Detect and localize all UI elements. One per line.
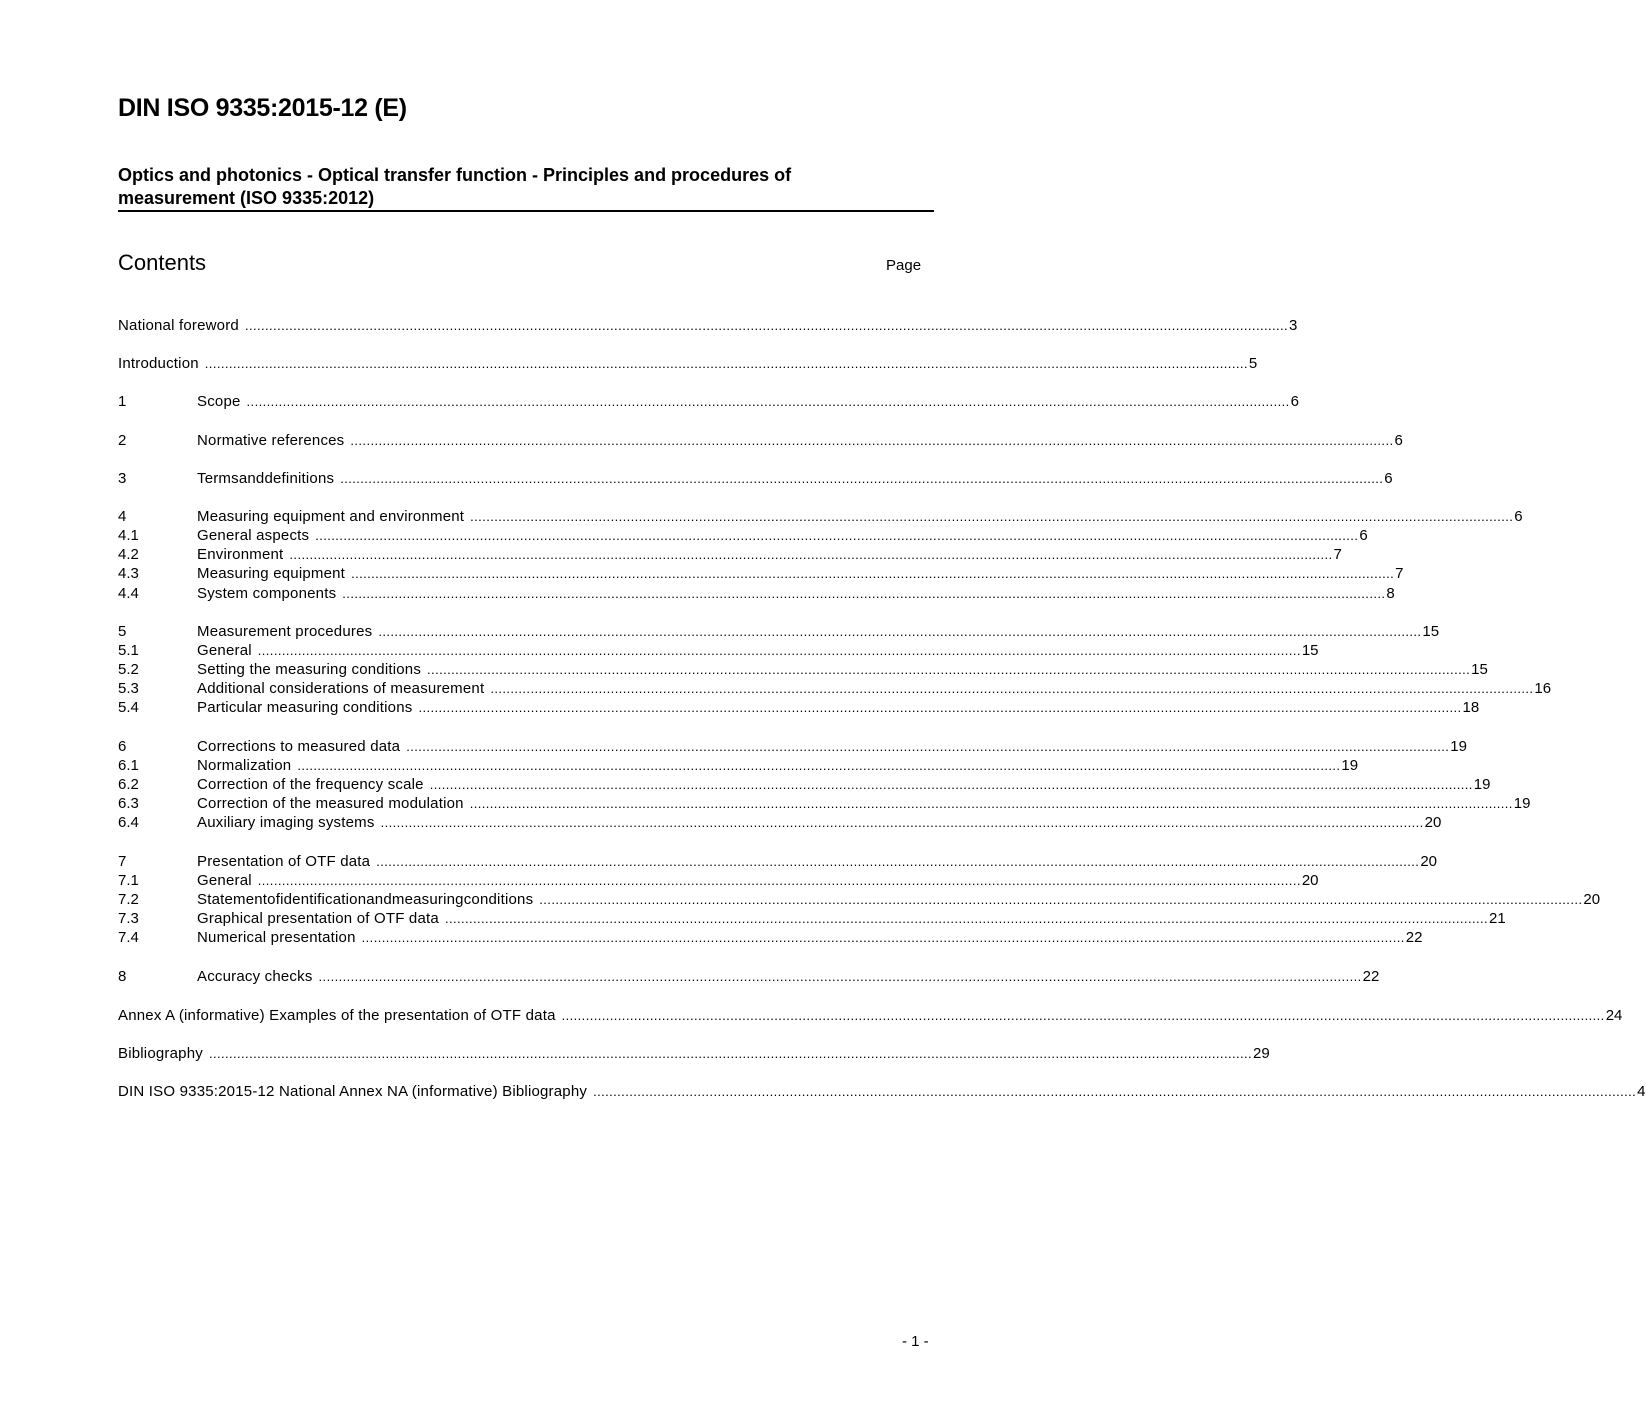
toc-entry-title: System components: [197, 585, 337, 602]
toc-leader-dots: ....................................................................................................................................................................................................................................................................: [257, 873, 1301, 888]
toc-entry-title: Presentation of OTF data: [197, 853, 371, 870]
toc-entry-title: Particular measuring conditions: [197, 699, 413, 716]
toc-leader-dots: ....................................................................................................................................................................................................................................................................: [429, 777, 1473, 792]
toc-leader-dots: ....................................................................................................................................................................................................................................................................: [427, 662, 1471, 677]
toc-entry-number: 4.3: [118, 565, 139, 582]
toc-entry-page: 15: [1301, 642, 1319, 659]
toc-leader-dots: ....................................................................................................................................................................................................................................................................: [376, 854, 1420, 869]
toc-entry-number: 7.4: [118, 929, 139, 946]
toc-entry-number: 4.2: [118, 546, 139, 563]
toc-entry-title: Auxiliary imaging systems: [197, 814, 375, 831]
toc-entry-page: 19: [1473, 776, 1491, 793]
toc-entry[interactable]: [118, 507, 1523, 526]
toc-entry-page: 22: [1362, 968, 1380, 985]
toc-entry-page: 22: [1405, 929, 1423, 946]
document-title-line-1: Optics and photonics - Optical transfer function - Principles and procedures of: [118, 165, 792, 185]
toc-entry-title: Setting the measuring conditions: [197, 661, 422, 678]
toc-leader-dots: ....................................................................................................................................................................................................................................................................: [380, 815, 1424, 830]
toc-entry[interactable]: [118, 1044, 1270, 1063]
toc-entry-title: Bibliography: [118, 1045, 203, 1062]
toc-entry[interactable]: [118, 967, 1380, 986]
toc-entry[interactable]: [118, 890, 1601, 909]
toc-entry-title: Correction of the measured modulation: [197, 795, 464, 812]
toc-entry-number: 4.4: [118, 585, 139, 602]
toc-entry-title: Environment: [197, 546, 284, 563]
toc-entry[interactable]: [118, 775, 1491, 794]
toc-entry-page: 15: [1422, 623, 1440, 640]
toc-entry[interactable]: [118, 909, 1506, 928]
toc-entry-page: 7: [1395, 565, 1404, 582]
toc-entry[interactable]: [118, 813, 1442, 832]
toc-leader-dots: ....................................................................................................................................................................................................................................................................: [318, 969, 1362, 984]
toc-entry-page: 5: [1248, 355, 1258, 372]
toc-leader-dots: ....................................................................................................................................................................................................................................................................: [342, 586, 1386, 601]
toc-entry-title: General: [197, 872, 252, 889]
toc-entry-title: Measuring equipment and environment: [197, 508, 465, 525]
toc-entry-title: Statementofidentificationandmeasuringconditions: [197, 891, 534, 908]
toc-entry-page: 20: [1301, 872, 1319, 889]
toc-entry-title: General aspects: [197, 527, 310, 544]
toc-entry[interactable]: [118, 756, 1359, 775]
toc-leader-dots: ....................................................................................................................................................................................................................................................................: [406, 739, 1450, 754]
toc-leader-dots: ....................................................................................................................................................................................................................................................................: [340, 471, 1384, 486]
toc-entry[interactable]: [118, 564, 1404, 583]
toc-entry[interactable]: [118, 698, 1480, 717]
toc-entry[interactable]: [118, 737, 1467, 756]
toc-entry-number: 5.3: [118, 680, 139, 697]
toc-entry-title: Corrections to measured data: [197, 738, 401, 755]
toc-entry-page: 18: [1462, 699, 1480, 716]
toc-leader-dots: ....................................................................................................................................................................................................................................................................: [490, 681, 1534, 696]
toc-entry[interactable]: [118, 1082, 1646, 1101]
toc-leader-dots: ....................................................................................................................................................................................................................................................................: [593, 1084, 1637, 1099]
document-id: DIN ISO 9335:2015-12 (E): [118, 94, 407, 122]
toc-entry-page: 20: [1583, 891, 1601, 908]
toc-entry-title: Numerical presentation: [197, 929, 356, 946]
toc-leader-dots: ....................................................................................................................................................................................................................................................................: [246, 394, 1290, 409]
toc-entry[interactable]: [118, 871, 1319, 890]
toc-entry-page: 6: [1290, 393, 1299, 410]
toc-entry-number: 6: [118, 738, 127, 755]
title-rule: [118, 210, 934, 212]
toc-entry-page: 4: [1637, 1083, 1646, 1100]
toc-entry-page: 20: [1424, 814, 1442, 831]
toc-leader-dots: ....................................................................................................................................................................................................................................................................: [469, 796, 1513, 811]
page-number: - 1 -: [902, 1333, 929, 1350]
toc-entry-title: Annex A (informative) Examples of the presentation of OTF data: [118, 1007, 556, 1024]
toc-entry-number: 3: [118, 470, 127, 487]
toc-leader-dots: ....................................................................................................................................................................................................................................................................: [244, 318, 1289, 333]
toc-entry-page: 24: [1605, 1007, 1623, 1024]
toc-leader-dots: ....................................................................................................................................................................................................................................................................: [297, 758, 1341, 773]
toc-leader-dots: ....................................................................................................................................................................................................................................................................: [257, 643, 1301, 658]
toc-entry-number: 5.2: [118, 661, 139, 678]
toc-entry-number: 4: [118, 508, 127, 525]
toc-entry-number: 7.1: [118, 872, 139, 889]
toc-entry-title: Graphical presentation of OTF data: [197, 910, 439, 927]
toc-entry-number: 7.2: [118, 891, 139, 908]
toc-entry-title: Termsanddefinitions: [197, 470, 335, 487]
toc-entry[interactable]: [118, 641, 1319, 660]
toc-entry[interactable]: [118, 392, 1299, 411]
toc-leader-dots: ....................................................................................................................................................................................................................................................................: [561, 1008, 1605, 1023]
toc-entry[interactable]: [118, 584, 1395, 603]
toc-entry-number: 6.2: [118, 776, 139, 793]
toc-entry[interactable]: [118, 354, 1258, 373]
toc-leader-dots: ....................................................................................................................................................................................................................................................................: [444, 911, 1489, 926]
toc-entry-page: 20: [1420, 853, 1437, 870]
toc-entry[interactable]: [118, 928, 1423, 947]
toc-entry-page: 8: [1386, 585, 1395, 602]
toc-leader-dots: ....................................................................................................................................................................................................................................................................: [289, 547, 1333, 562]
toc-entry[interactable]: [118, 1006, 1623, 1025]
toc-entry[interactable]: [118, 431, 1403, 450]
toc-entry-page: 19: [1513, 795, 1531, 812]
page-column-heading: Page: [886, 257, 922, 274]
toc-entry-page: 29: [1253, 1045, 1270, 1062]
toc-entry-number: 5: [118, 623, 127, 640]
toc-entry-number: 6.3: [118, 795, 139, 812]
toc-entry[interactable]: [118, 545, 1342, 564]
toc-entry-page: 19: [1450, 738, 1467, 755]
toc-leader-dots: ....................................................................................................................................................................................................................................................................: [208, 1046, 1253, 1061]
toc-entry-page: 16: [1534, 680, 1552, 697]
toc-entry-title: Normalization: [197, 757, 292, 774]
toc-entry-number: 5.4: [118, 699, 139, 716]
toc-entry-page: 15: [1471, 661, 1488, 678]
toc-entry-title: Normative references: [197, 432, 345, 449]
toc-entry-number: 5.1: [118, 642, 139, 659]
toc-entry-title: Additional considerations of measurement: [197, 680, 485, 697]
toc-entry-page: 6: [1514, 508, 1523, 525]
toc-entry-page: 19: [1341, 757, 1359, 774]
toc-entry[interactable]: [118, 316, 1298, 335]
toc-entry-number: 1: [118, 393, 127, 410]
toc-entry-number: 2: [118, 432, 127, 449]
toc-entry-title: Correction of the frequency scale: [197, 776, 424, 793]
toc-entry-number: 6.1: [118, 757, 139, 774]
toc-entry-page: 21: [1489, 910, 1506, 927]
toc-entry-number: 8: [118, 968, 127, 985]
document-title: [118, 164, 898, 210]
toc-entry-number: 4.1: [118, 527, 139, 544]
toc-leader-dots: ....................................................................................................................................................................................................................................................................: [378, 624, 1422, 639]
toc-entry[interactable]: [118, 794, 1531, 813]
toc-leader-dots: ....................................................................................................................................................................................................................................................................: [204, 356, 1248, 371]
toc-entry-title: General: [197, 642, 252, 659]
toc-entry-number: 7.3: [118, 910, 139, 927]
toc-leader-dots: ....................................................................................................................................................................................................................................................................: [315, 528, 1359, 543]
toc-entry-title: National foreword: [118, 317, 239, 334]
toc-entry[interactable]: [118, 660, 1488, 679]
toc-entry-number: 6.4: [118, 814, 139, 831]
toc-entry-page: 6: [1359, 527, 1368, 544]
toc-entry-title: Accuracy checks: [197, 968, 313, 985]
toc-entry-title: Measurement procedures: [197, 623, 373, 640]
toc-entry[interactable]: [118, 469, 1393, 488]
toc-entry[interactable]: [118, 852, 1437, 871]
contents-heading: Contents: [118, 250, 207, 275]
toc-leader-dots: ....................................................................................................................................................................................................................................................................: [351, 566, 1395, 581]
toc-entry-page: 6: [1394, 432, 1403, 449]
toc-leader-dots: ....................................................................................................................................................................................................................................................................: [350, 433, 1394, 448]
toc-entry-title: Scope: [197, 393, 241, 410]
toc-leader-dots: ....................................................................................................................................................................................................................................................................: [361, 930, 1405, 945]
toc-entry-page: 3: [1289, 317, 1298, 334]
toc-entry-page: 7: [1333, 546, 1342, 563]
toc-entry[interactable]: [118, 622, 1440, 641]
toc-entry-number: 7: [118, 853, 127, 870]
toc-leader-dots: ....................................................................................................................................................................................................................................................................: [418, 700, 1462, 715]
toc-entry-title: Measuring equipment: [197, 565, 346, 582]
toc-entry-title: Introduction: [118, 355, 199, 372]
toc-entry[interactable]: [118, 526, 1368, 545]
toc-leader-dots: ....................................................................................................................................................................................................................................................................: [539, 892, 1583, 907]
document-title-line-2: measurement (ISO 9335:2012): [118, 188, 375, 208]
toc-entry-page: 6: [1384, 470, 1393, 487]
toc-entry-title: DIN ISO 9335:2015-12 National Annex NA (informative) Bibliography: [118, 1083, 588, 1100]
toc-entry[interactable]: [118, 679, 1552, 698]
toc-leader-dots: ....................................................................................................................................................................................................................................................................: [470, 509, 1514, 524]
